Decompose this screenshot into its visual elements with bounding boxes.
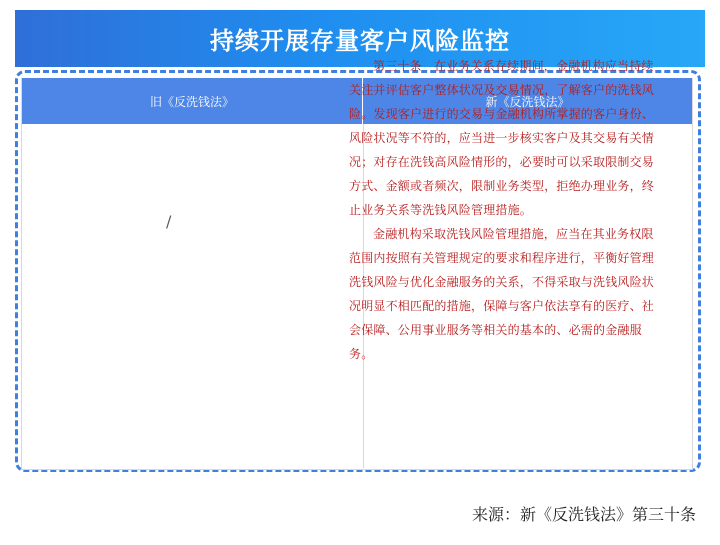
source-caption: 来源：新《反洗钱法》第三十条 <box>471 505 696 524</box>
page-title: 持续开展存量客户风险监控 <box>15 10 705 67</box>
article-paragraph-2: 金融机构采取洗钱风险管理措施，应当在其业务权限范围内按照有关管理规定的要求和程序进行，平衡好管理洗钱风险与优化金融服务的关系，不得采取与洗钱风险状况明显不相匹配的措施，保障与客户依法享有的医疗、社会保障、公用事业服务等相关的基本的、必需的金融服务。 <box>349 227 655 361</box>
header-new-law: 新《反洗钱法》 <box>363 78 692 124</box>
old-law-content: / <box>166 212 172 231</box>
header-old-law: 旧《反洗钱法》 <box>22 78 363 124</box>
new-law-content <box>349 54 665 366</box>
article-paragraph-1: 第三十条 在业务关系存续期间，金融机构应当持续关注并评估客户整体状况及交易情况，了解客户的洗钱风险。发现客户进行的交易与金融机构所掌握的客户身份、风险状况等不符的，应当进一步核实客户及其交易有关情况；对存在洗钱高风险情形的，必要时可以采取限制交易方式、金额或者频次，限制业务类型，拒绝办理业务，终止业务关系等洗钱风险管理措施。 <box>349 59 655 217</box>
